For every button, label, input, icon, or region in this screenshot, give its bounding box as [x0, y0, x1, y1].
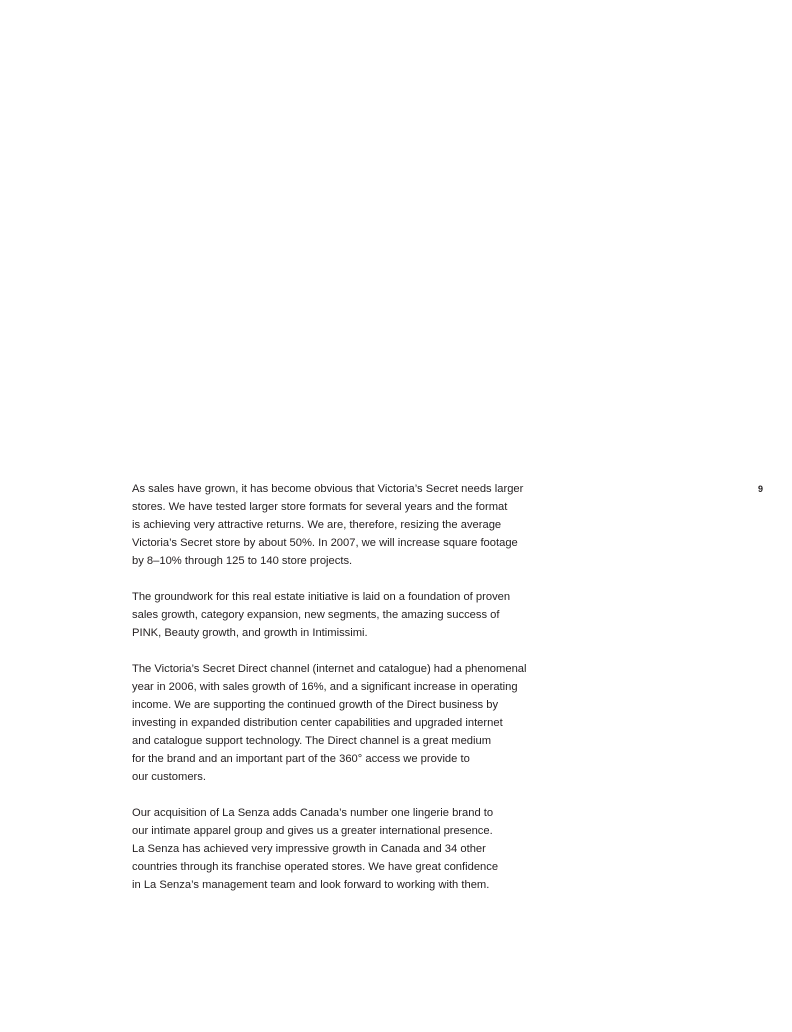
- text-line: Our acquisition of La Senza adds Canada’s number one lingerie brand to: [132, 807, 494, 819]
- page-number: 9: [758, 484, 764, 494]
- text-line: is achieving very attractive returns. We are, therefore, resizing the average: [132, 519, 502, 531]
- paragraph-la-senza-acquisition: [132, 804, 622, 894]
- text-line: our intimate apparel group and gives us a greater international presence.: [132, 825, 493, 837]
- text-line: our customers.: [132, 771, 206, 783]
- text-line: income. We are supporting the continued growth of the Direct business by: [132, 699, 499, 711]
- text-line: for the brand and an important part of the 360° access we provide to: [132, 753, 470, 765]
- text-line: investing in expanded distribution center capabilities and upgraded internet: [132, 717, 503, 729]
- body-text: [132, 480, 622, 912]
- text-line: The Victoria’s Secret Direct channel (internet and catalogue) had a phenomenal: [132, 663, 527, 675]
- text-line: countries through its franchise operated stores. We have great confidence: [132, 861, 499, 873]
- text-line: As sales have grown, it has become obvious that Victoria’s Secret needs larger: [132, 483, 524, 495]
- text-line: in La Senza’s management team and look forward to working with them.: [132, 879, 490, 891]
- text-line: La Senza has achieved very impressive growth in Canada and 34 other: [132, 843, 486, 855]
- paragraph-store-resizing: [132, 480, 622, 570]
- paragraph-direct-channel: [132, 660, 622, 786]
- text-line: by 8–10% through 125 to 140 store projects.: [132, 555, 353, 567]
- text-line: stores. We have tested larger store formats for several years and the format: [132, 501, 508, 513]
- paragraph-real-estate-groundwork: [132, 588, 622, 642]
- text-line: year in 2006, with sales growth of 16%, and a significant increase in operating: [132, 681, 518, 693]
- text-line: sales growth, category expansion, new segments, the amazing success of: [132, 609, 500, 621]
- text-line: and catalogue support technology. The Direct channel is a great medium: [132, 735, 492, 747]
- text-line: PINK, Beauty growth, and growth in Intimissimi.: [132, 627, 368, 639]
- text-line: The groundwork for this real estate initiative is laid on a foundation of proven: [132, 591, 511, 603]
- text-line: Victoria’s Secret store by about 50%. In 2007, we will increase square footage: [132, 537, 518, 549]
